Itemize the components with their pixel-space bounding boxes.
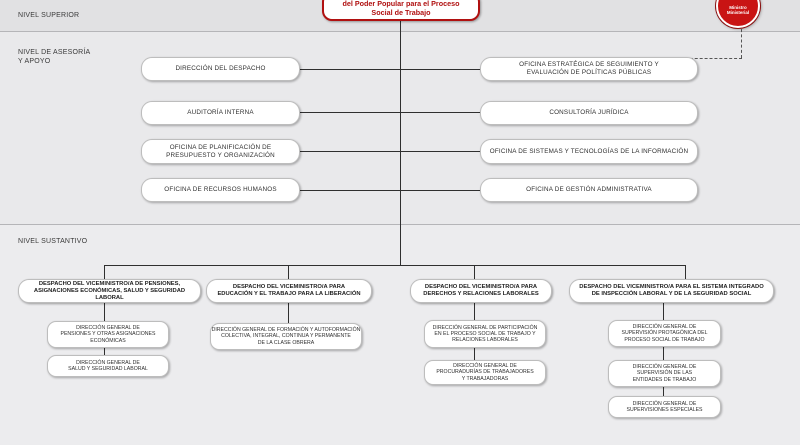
sub-label: DIRECCIÓN GENERAL DE PENSIONES Y OTRAS ASIGNACIONES ECONÓMICAS (60, 325, 156, 344)
drop-vice-2 (288, 265, 289, 279)
sub-formacion (210, 323, 362, 350)
vice-educacion (206, 279, 372, 303)
level-asesoria-label: NIVEL DE ASESORÍA Y APOYO (18, 49, 91, 65)
unit-gestion-administrativa (480, 178, 698, 202)
red-circle-label: Ministro Ministerial (726, 5, 750, 15)
sub-label: DIRECCIÓN GENERAL DE SUPERVISIÓN PROTAGÓNICA DEL PROCESO SOCIAL DE TRABAJO (621, 324, 708, 343)
unit-label: OFICINA ESTRATÉGICA DE SEGUIMIENTO Y EVALUACIÓN DE POLÍTICAS PÚBLICAS (519, 61, 659, 76)
drop-vice-1 (104, 265, 105, 279)
vice-inspeccion (569, 279, 774, 303)
connector-row-2 (277, 112, 480, 113)
vice-title: DESPACHO DEL VICEMINISTRO/A DE PENSIONES, ASIGNACIONES ECONÓMICAS, SALUD Y SEGURIDAD LABORAL (33, 280, 186, 301)
vice-title: DESPACHO DEL VICEMINISTRO/A PARA EDUCACIÓN Y EL TRABAJO PARA LA LIBERACIÓN (217, 284, 361, 297)
minister-box-label: del Poder Popular para el Proceso Social de Trabajo (342, 0, 460, 17)
sub-pensiones-asignaciones (47, 321, 169, 348)
unit-consultoria-juridica (480, 101, 698, 125)
unit-label: AUDITORÍA INTERNA (187, 109, 254, 117)
sub-label: DIRECCIÓN GENERAL DE SALUD Y SEGURIDAD LABORAL (68, 359, 148, 372)
unit-sistemas-tecnologias (480, 139, 698, 164)
unit-label: CONSULTORÍA JURÍDICA (549, 109, 629, 117)
sub-procuradurias (424, 360, 546, 385)
unit-label: OFICINA DE SISTEMAS Y TECNOLOGÍAS DE LA INFORMACIÓN (489, 147, 689, 155)
sub-participacion (424, 320, 546, 348)
sub-supervision-entidades (608, 360, 721, 387)
unit-direccion-despacho (141, 57, 300, 81)
unit-label: OFICINA DE GESTIÓN ADMINISTRATIVA (526, 186, 652, 194)
sub-salud-seguridad (47, 355, 169, 377)
minister-box (322, 0, 480, 21)
trunk-line (400, 21, 401, 266)
level-superior-label: NIVEL SUPERIOR (18, 12, 80, 19)
sub-label: DIRECCIÓN GENERAL DE SUPERVISIÓN DE LAS ENTIDADES DE TRABAJO (632, 364, 697, 383)
stem-vice-2 (288, 301, 289, 325)
sub-label: DIRECCIÓN GENERAL DE FORMACIÓN Y AUTOFORMACIÓN COLECTIVA, INTEGRAL, CONTINUA Y PERMANENTE DE LA CLASE OBRERA (211, 327, 361, 346)
drop-vice-3 (474, 265, 475, 279)
connector-row-4 (277, 190, 480, 191)
level-sustantivo-label: NIVEL SUSTANTIVO (18, 238, 88, 245)
vice-derechos (410, 279, 552, 303)
sub-label: DIRECCIÓN GENERAL DE SUPERVISIONES ESPECIALES (626, 400, 703, 413)
unit-recursos-humanos (141, 178, 300, 202)
unit-oficina-estrategica (480, 57, 698, 81)
connector-row-3 (277, 151, 480, 152)
unit-label: OFICINA DE RECURSOS HUMANOS (164, 186, 277, 194)
vice-pensiones (18, 279, 201, 303)
sub-label: DIRECCIÓN GENERAL DE PARTICIPACIÓN EN EL PROCESO SOCIAL DE TRABAJO Y RELACIONES LABORALES (432, 324, 538, 344)
unit-label: DIRECCIÓN DEL DESPACHO (175, 65, 266, 73)
unit-auditoria-interna (141, 101, 300, 125)
dashed-link-vertical (741, 24, 742, 58)
sub-supervisiones-especiales (608, 396, 721, 418)
sub-label: DIRECCIÓN GENERAL DE PROCURADURÍAS DE TRABAJADORES Y TRABAJADORAS (436, 363, 534, 382)
stem-vice-4 (663, 301, 664, 405)
unit-planificacion (141, 139, 300, 164)
sub-supervision-protagonica (608, 320, 721, 347)
connector-vice (104, 265, 685, 266)
unit-label: OFICINA DE PLANIFICACIÓN DE PRESUPUESTO Y ORGANIZACIÓN (166, 143, 275, 159)
drop-vice-4 (685, 265, 686, 279)
vice-title: DESPACHO DEL VICEMINISTRO/A PARA DERECHOS Y RELACIONES LABORALES (423, 284, 539, 297)
vice-title: DESPACHO DEL VICEMINISTRO/A PARA EL SISTEMA INTEGRADO DE INSPECCIÓN LABORAL Y DE LA SEGURIDAD SOCIAL (579, 284, 764, 297)
